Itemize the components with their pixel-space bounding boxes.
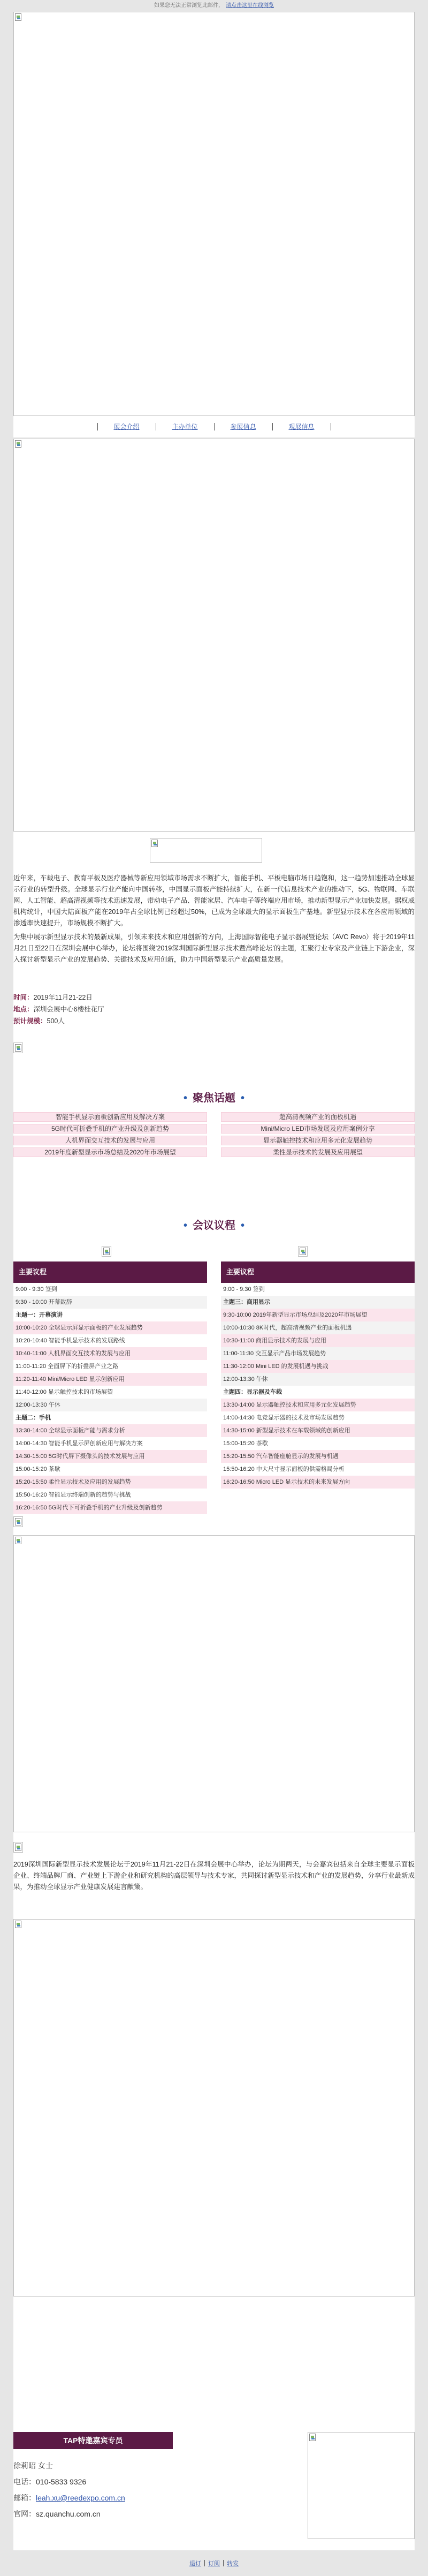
agenda-day1-head: 主要议程	[13, 1261, 207, 1283]
focus-section-title: • 聚焦话题 •	[183, 1092, 245, 1104]
agenda-row: 11:00-11:20 全面屏下的折叠屏产业之路	[13, 1360, 207, 1373]
agenda-row: 15:00-15:20 茶歇	[13, 1463, 207, 1476]
agenda-row: 12:00-13:30 午休	[13, 1399, 207, 1411]
contact-email-line	[13, 2492, 125, 2503]
agenda-row: 10:00-10:30 8K时代，超高清视频产业的面板机遇	[221, 1321, 415, 1334]
broken-image-icon	[15, 1044, 22, 1053]
focus-topic: 智能手机显示面板创新应用及解决方案	[13, 1112, 207, 1122]
contact-name: 徐莉昭 女士	[13, 2461, 53, 2470]
agenda-row: 13:30-14:00 全球显示面板产能与需求分析	[13, 1424, 207, 1437]
agenda-row: 10:00-10:20 全球显示屏显示面板的产业发展趋势	[13, 1321, 207, 1334]
agenda-row: 主题三：商用显示	[221, 1296, 415, 1309]
broken-image-icon	[15, 1537, 22, 1545]
divider-image	[13, 1516, 23, 1527]
agenda-row: 9:30-10:00 2019年新型显示市场总结及2020年市场展望	[221, 1309, 415, 1321]
agenda-row: 11:00-11:30 交互显示产品市场发展趋势	[221, 1347, 415, 1360]
focus-topic: 2019年度新型显示市场总结及2020年市场展望	[13, 1147, 207, 1157]
agenda-row: 11:40-12:00 显示触控技术的市场展望	[13, 1386, 207, 1399]
agenda-row: 15:20-15:50 汽车智能座舱显示的发展与机遇	[221, 1450, 415, 1463]
agenda-row: 15:00-15:20 茶歇	[221, 1437, 415, 1450]
focus-topic: 人机界面交互技术的发展与应用	[13, 1136, 207, 1145]
tap-guest-button[interactable]: TAP特邀嘉宾专员	[13, 2432, 173, 2449]
agenda-section-title: • 会议议程 •	[183, 1220, 245, 1232]
nav-organizer[interactable]: 主办单位	[172, 423, 198, 430]
agenda-row: 13:30-14:00 显示器触控技术和应用多元化发展趋势	[221, 1399, 415, 1411]
event-scale-value: 500人	[47, 1017, 65, 1025]
agenda-row: 15:50-16:20 中大尺寸显示面板的供需格局分析	[221, 1463, 415, 1476]
nav-bar	[13, 416, 415, 437]
broken-image-icon	[151, 840, 159, 848]
contact-email-link[interactable]: leah.xu@reedexpo.com.cn	[36, 2494, 125, 2502]
contact-site: 官网：sz.quanchu.com.cn	[13, 2510, 101, 2518]
broken-image-icon	[15, 1921, 22, 1929]
venue-photo-image	[13, 1535, 415, 1832]
event-time-label: 时间：	[13, 994, 34, 1001]
agenda-row: 16:20-16:50 5G时代下可折叠手机的产业升级及创新趋势	[13, 1501, 207, 1514]
focus-topic: Mini/Micro LED市场发展及应用案例分享	[221, 1124, 415, 1134]
email-body	[13, 12, 415, 2550]
agenda-row: 14:30-15:00 5G时代屏下摄像头的技术发展与应用	[13, 1450, 207, 1463]
agenda-day1	[13, 1261, 207, 1514]
unsubscribe-link[interactable]: 退订	[189, 2560, 201, 2567]
event-time-value: 2019年11月21-22日	[33, 994, 93, 1001]
agenda-row: 10:30-11:00 商用显示技术的发展与应用	[221, 1334, 415, 1347]
focus-topics	[13, 1112, 415, 1159]
review-paragraph: 2019深圳国际新型显示技术发展论坛于2019年11月21-22日在深圳会展中心举办，论坛为期两天，与会嘉宾包括来自全球主要显示面板企业、终端品牌厂商、产业链上下游企业和研究机构的高层领导与技术专家，共同探讨新型显示技术和产业的发展趋势，分享行业最新成果，为推动全球显示产业健康发展建言献策。	[13, 1861, 415, 1891]
subscribe-link[interactable]: 订阅	[208, 2560, 220, 2567]
nav-visitor-info[interactable]: 观展信息	[288, 423, 315, 430]
agenda-row: 16:20-16:50 Micro LED 显示技术的未来发展方向	[221, 1476, 415, 1489]
broken-image-icon	[103, 1248, 111, 1256]
agenda-row: 主题四：显示器及车载	[221, 1386, 415, 1399]
agenda-row: 9:30 - 10:00 开幕致辞	[13, 1296, 207, 1309]
contact-email-label: 邮箱：	[13, 2494, 36, 2502]
broken-image-icon	[300, 1248, 307, 1256]
agenda-day2-head: 主要议程	[221, 1261, 415, 1283]
agenda-row: 10:40-11:00 人机界面交互技术的发展与应用	[13, 1347, 207, 1360]
email-top-notice	[0, 0, 428, 12]
agenda-row: 主题一：开幕演讲	[13, 1309, 207, 1321]
event-time	[13, 992, 415, 1003]
agenda-row: 主题二：手机	[13, 1411, 207, 1424]
forum-logo-image	[150, 838, 262, 863]
broken-image-icon	[309, 2434, 317, 2442]
broken-image-icon	[15, 13, 22, 22]
agenda-day2-image	[298, 1246, 308, 1257]
view-online-link[interactable]: 请点击这里在线浏览	[226, 3, 274, 9]
agenda-day1-rows	[13, 1283, 207, 1514]
focus-topic: 显示器触控技术和应用多元化发展趋势	[221, 1136, 415, 1145]
broken-image-icon	[15, 440, 22, 449]
intro-banner-image	[13, 439, 415, 832]
agenda-day1-image	[102, 1246, 111, 1257]
agenda-row: 9:00 - 9:30 签到	[221, 1283, 415, 1296]
agenda-day2	[221, 1261, 415, 1489]
agenda-row: 15:50-16:20 智能显示终端创新的趋势与挑战	[13, 1489, 207, 1501]
event-venue	[13, 1003, 415, 1015]
intro-paragraph-1: 近年来，车载电子、教育平板及医疗器械等新应用领域市场需求不断扩大，智能手机、平板电脑市场日趋饱和，这一趋势加速推动全球显示行业的转型升级。全球显示行业产能向中国转移，中国显示面板产能持续扩大，在新一代信息技术产业的推动下，5G、物联网、车联网、人工智能、超高清视频等技术迅速发展，带动电子产品、智能家居、汽车电子等终端应用市场，推动新型显示产业加快发展。据权威机构统计，中国大陆面板产能在2019年占全球比例已经超过50%，已成为全球最大的显示面板生产基地。新型显示技术在各应用领域的渗透率快速提升，市场规模不断扩大。	[13, 874, 415, 927]
agenda-day2-rows	[221, 1283, 415, 1489]
broken-image-icon	[15, 1518, 22, 1527]
contact-phone: 电话：010-5833 9326	[13, 2477, 87, 2486]
event-venue-value: 深圳会展中心6楼桂花厅	[33, 1006, 104, 1013]
focus-topic: 柔性显示技术的发展及应用展望	[221, 1147, 415, 1157]
agenda-row: 14:30-15:00 新型显示技术在车载领域的创新应用	[221, 1424, 415, 1437]
event-scale	[13, 1015, 415, 1027]
nav-exhibition-intro[interactable]: 展会介绍	[113, 423, 140, 430]
event-venue-label: 地点：	[13, 1006, 34, 1013]
footer-links	[0, 2550, 428, 2576]
top-notice-text: 如果您无法正常浏览此邮件，	[154, 3, 224, 9]
qr-code-image	[308, 2432, 415, 2539]
agenda-row: 11:20-11:40 Mini/Micro LED 显示创新应用	[13, 1373, 207, 1386]
agenda-row: 12:00-13:30 午休	[221, 1373, 415, 1386]
nav-exhibitor-info[interactable]: 参展信息	[230, 423, 256, 430]
agenda-row: 9:00 - 9:30 签到	[13, 1283, 207, 1296]
forward-link[interactable]: 转发	[227, 2560, 239, 2567]
agenda-row: 11:30-12:00 Mini LED 的发展机遇与挑战	[221, 1360, 415, 1373]
small-image	[13, 1043, 23, 1053]
agenda-row: 14:00-14:30 电竞显示器的技术及市场发展趋势	[221, 1411, 415, 1424]
broken-image-icon	[15, 1844, 22, 1852]
focus-topic: 超高清视频产业的面板机遇	[221, 1112, 415, 1122]
intro-paragraph-2: 为集中展示新型显示技术的最新成果，引领未来技术和应用创新的方向，上海国际智能电子显示器展暨论坛（AVC Revo）将于2019年11月21日至22日在深圳会展中心举办，论坛将围绕‘2019深圳国际新型显示技术暨高峰论坛’的主题，汇聚行业专家及产业链上下游企业，深入探讨新型显示产业的发展趋势、关键技术及应用创新，助力中国新型显示产业高质量发展。	[13, 933, 415, 963]
focus-topic: 5G时代可折叠手机的产业升级及创新趋势	[13, 1124, 207, 1134]
review-photo-image	[13, 1919, 415, 2297]
event-scale-label: 预计规模：	[13, 1017, 47, 1025]
agenda-row: 15:20-15:50 柔性显示技术及应用的发展趋势	[13, 1476, 207, 1489]
agenda-row: 10:20-10:40 智能手机显示技术的发展路线	[13, 1334, 207, 1347]
small-image-2	[13, 1842, 23, 1853]
agenda-row: 14:00-14:30 智能手机显示屏创新应用与解决方案	[13, 1437, 207, 1450]
hero-banner-image	[13, 12, 415, 416]
